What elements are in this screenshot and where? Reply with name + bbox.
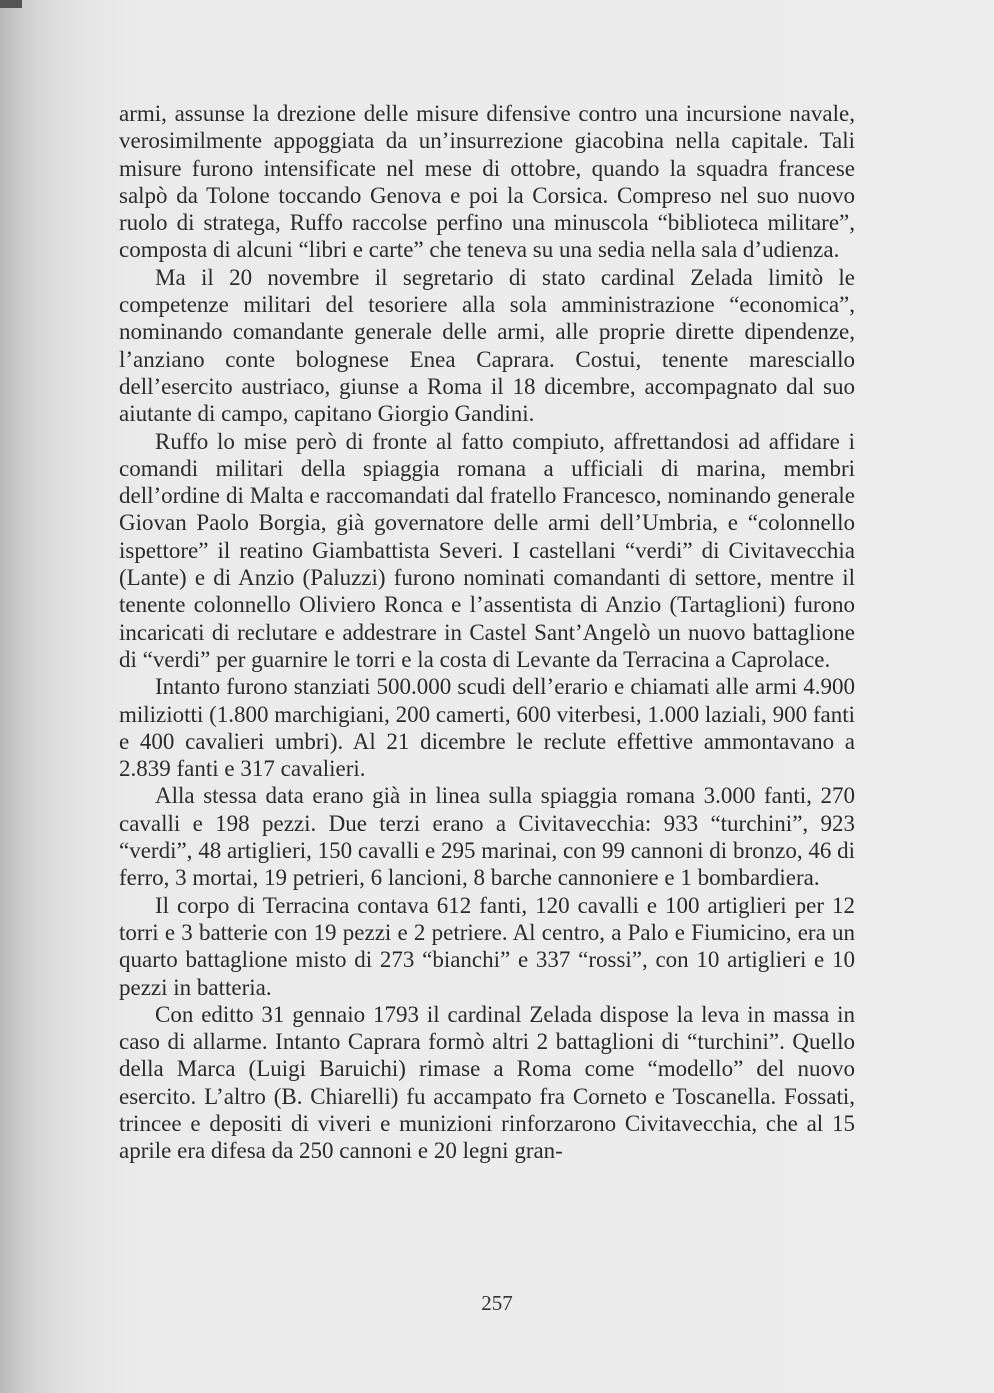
scan-corner-mark bbox=[0, 0, 22, 8]
body-text bbox=[119, 100, 855, 1165]
paragraph-5: Alla stessa data erano già in linea sulla spiaggia romana 3.000 fanti, 270 cavalli e 198 pezzi. Due terzi erano a Civitavecchia: 933 “turchini”, 923 “verdi”, 48 artiglieri, 150 cavalli e 295 marinai, con 99 cannoni di bronzo, 46 di ferro, 3 mortai, 19 petrieri, 6 lancioni, 8 barche cannoniere e 1 bombardiera. bbox=[119, 783, 855, 891]
paragraph-7: Con editto 31 gennaio 1793 il cardinal Zelada dispose la leva in massa in caso di allarme. Intanto Caprara formò altri 2 battaglioni di “turchini”. Quello della Marca (Luigi Baruichi) rimase a Roma come “modello” del nuovo esercito. L’altro (B. Chiarelli) fu accampato fra Corneto e Toscanella. Fossati, trincee e depositi di viveri e munizioni rinforzarono Civitavecchia, che al 15 aprile era difesa da 250 cannoni e 20 legni gran- bbox=[119, 1001, 855, 1164]
paragraph-1: armi, assunse la drezione delle misure difensive contro una incursione navale, verosimilmente appoggiata da un’insurrezione giacobina nella capitale. Tali misure furono intensificate nel mese di ottobre, quando la squadra francese salpò da Tolone toccando Genova e poi la Corsica. Compreso nel suo nuovo ruolo di stratega, Ruffo raccolse perfino una minuscola “biblioteca militare”, composta di alcuni “libri e carte” che teneva su una sedia nella sala d’udienza. bbox=[119, 101, 855, 263]
paragraph-6: Il corpo di Terracina contava 612 fanti, 120 cavalli e 100 artiglieri per 12 torri e 3 batterie con 19 pezzi e 2 petriere. Al centro, a Palo e Fiumicino, era un quarto battaglione misto di 273 “bianchi” e 337 “rossi”, con 10 artiglieri e 10 pezzi in batteria. bbox=[119, 892, 855, 1000]
paragraph-2: Ma il 20 novembre il segretario di stato cardinal Zelada limitò le competenze militari del tesoriere alla sola amministrazione “economica”, nominando comandante generale delle armi, alle proprie dirette dipendenze, l’anziano conte bolognese Enea Caprara. Costui, tenente maresciallo dell’esercito austriaco, giunse a Roma il 18 dicembre, accompagnato dal suo aiutante di campo, capitano Giorgio Gandini. bbox=[119, 264, 855, 427]
paragraph-3: Ruffo lo mise però di fronte al fatto compiuto, affrettandosi ad affidare i comandi militari della spiaggia romana a ufficiali di marina, membri dell’ordine di Malta e raccomandati dal fratello Francesco, nominando generale Giovan Paolo Borgia, già governatore delle armi dell’Umbria, e “colonnello ispettore” il reatino Giambattista Severi. I castellani “verdi” di Civitavecchia (Lante) e di Anzio (Paluzzi) furono nominati comandanti di settore, mentre il tenente colonnello Oliviero Ronca e l’assentista di Anzio (Tartaglioni) furono incaricati di reclutare e addestrare in Castel Sant’Angelò un nuovo battaglione di “verdi” per guarnire le torri e la costa di Levante da Terracina a Caprolace. bbox=[119, 428, 855, 672]
page-number: 257 bbox=[481, 1291, 513, 1315]
paragraph-4: Intanto furono stanziati 500.000 scudi dell’erario e chiamati alle armi 4.900 miliziotti (1.800 marchigiani, 200 camerti, 600 viterbesi, 1.000 laziali, 900 fanti e 400 cavalieri umbri). Al 21 dicembre le reclute effettive ammontavano a 2.839 fanti e 317 cavalieri. bbox=[119, 674, 855, 782]
